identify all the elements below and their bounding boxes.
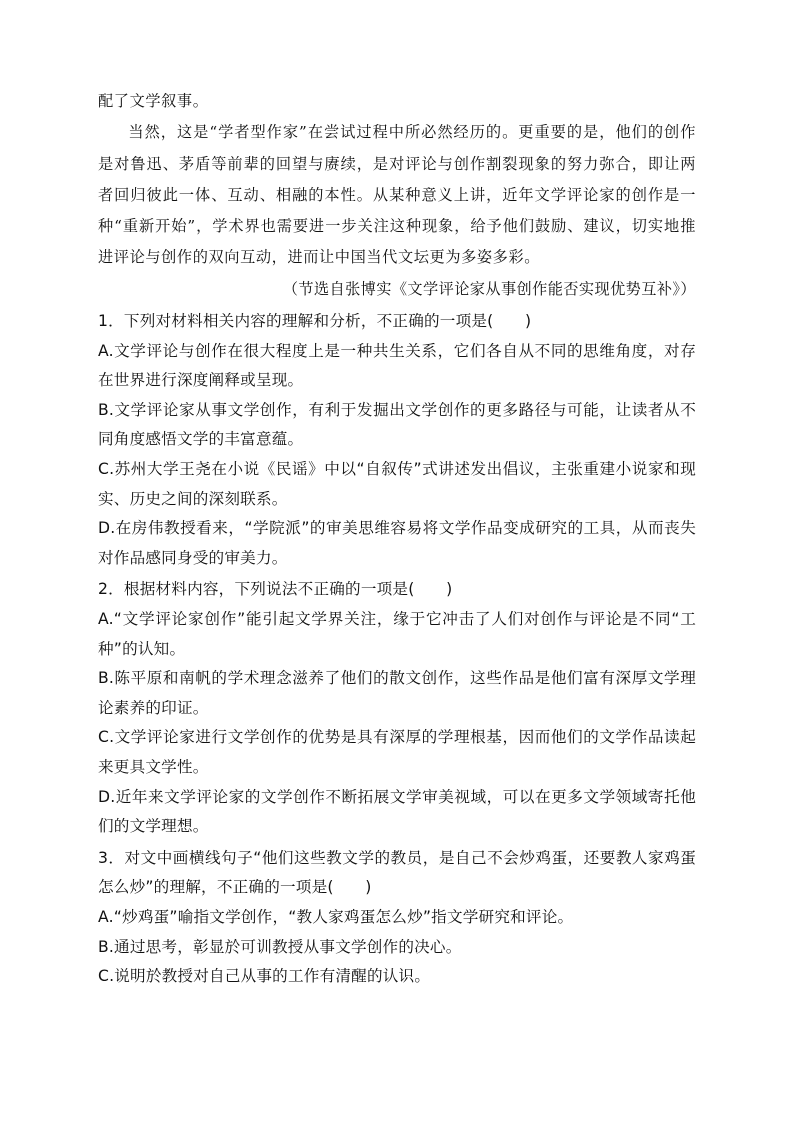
option-b: B.陈平原和南帆的学术理念滋养了他们的散文创作，这些作品是他们富有深厚文学理论素养的印证。 [98,669,696,717]
option-a: A.“炒鸡蛋”喻指文学创作，“教人家鸡蛋怎么炒”指文学研究和评论。 [98,907,574,926]
question-1 [98,307,696,573]
question-stem: 2．根据材料内容，下列说法不正确的一项是( ) [98,580,453,599]
question-stem: 3．对文中画横线句子“他们这些教文学的教员，是自己不会炒鸡蛋，还要教人家鸡蛋怎么炒”的理解，不正确的一项是( ) [98,848,696,897]
passage-continuation: 配了文学叙事。 [98,92,209,110]
option-c: C.苏州大学王尧在小说《民谣》中以“自叙传”式讲述发出倡议，主张重建小说家和现实、历史之间的深刻联系。 [98,460,696,508]
option-b: B.文学评论家从事文学创作，有利于发掘出文学创作的更多路径与可能，让读者从不同角度感悟文学的丰富意蕴。 [98,400,696,449]
option-b: B.通过思考，彰显於可训教授从事文学创作的决心。 [98,937,462,956]
option-c: C.说明於教授对自己从事的工作有清醒的认识。 [98,967,431,986]
question-2 [98,575,696,841]
question-stem: 1．下列对材料相关内容的理解和分析，不正确的一项是( ) [98,312,532,331]
option-a: A.文学评论与创作在很大程度上是一种共生关系，它们各自从不同的思维角度，对存在世界进行深度阐释或呈现。 [98,341,696,390]
option-c: C.文学评论家进行文学创作的优势是具有深厚的学理根基，因而他们的文学作品读起来更具文学性。 [98,728,696,776]
option-a: A.“文学评论家创作”能引起文学界关注，缘于它冲击了人们对创作与评论是不同“工种”的认知。 [98,610,696,658]
passage-source: （节选自张博实《文学评论家从事创作能否实现优势互补》） [282,279,696,298]
passage-paragraph: 当然，这是“学者型作家”在尝试过程中所必然经历的。更重要的是，他们的创作是对鲁迅、茅盾等前辈的回望与赓续，是对评论与创作割裂现象的努力弥合，即让两者回归彼此一体、互动、相融的本性。从某种意义上讲，近年文学评论家的创作是一种“重新开始”，学术界也需要进一步关注这种现象，给予他们鼓励、建议，切实地推进评论与创作的双向互动，进而让中国当代文坛更为多姿多彩。 [98,123,696,267]
question-3 [98,844,696,992]
option-d: D.在房伟教授看来，“学院派”的审美思维容易将文学作品变成研究的工具，从而丧失对作品感同身受的审美力。 [98,519,697,567]
document-page [98,86,696,992]
option-d: D.近年来文学评论家的文学创作不断拓展文学审美视域，可以在更多文学领域寄托他们的文学理想。 [98,787,696,836]
